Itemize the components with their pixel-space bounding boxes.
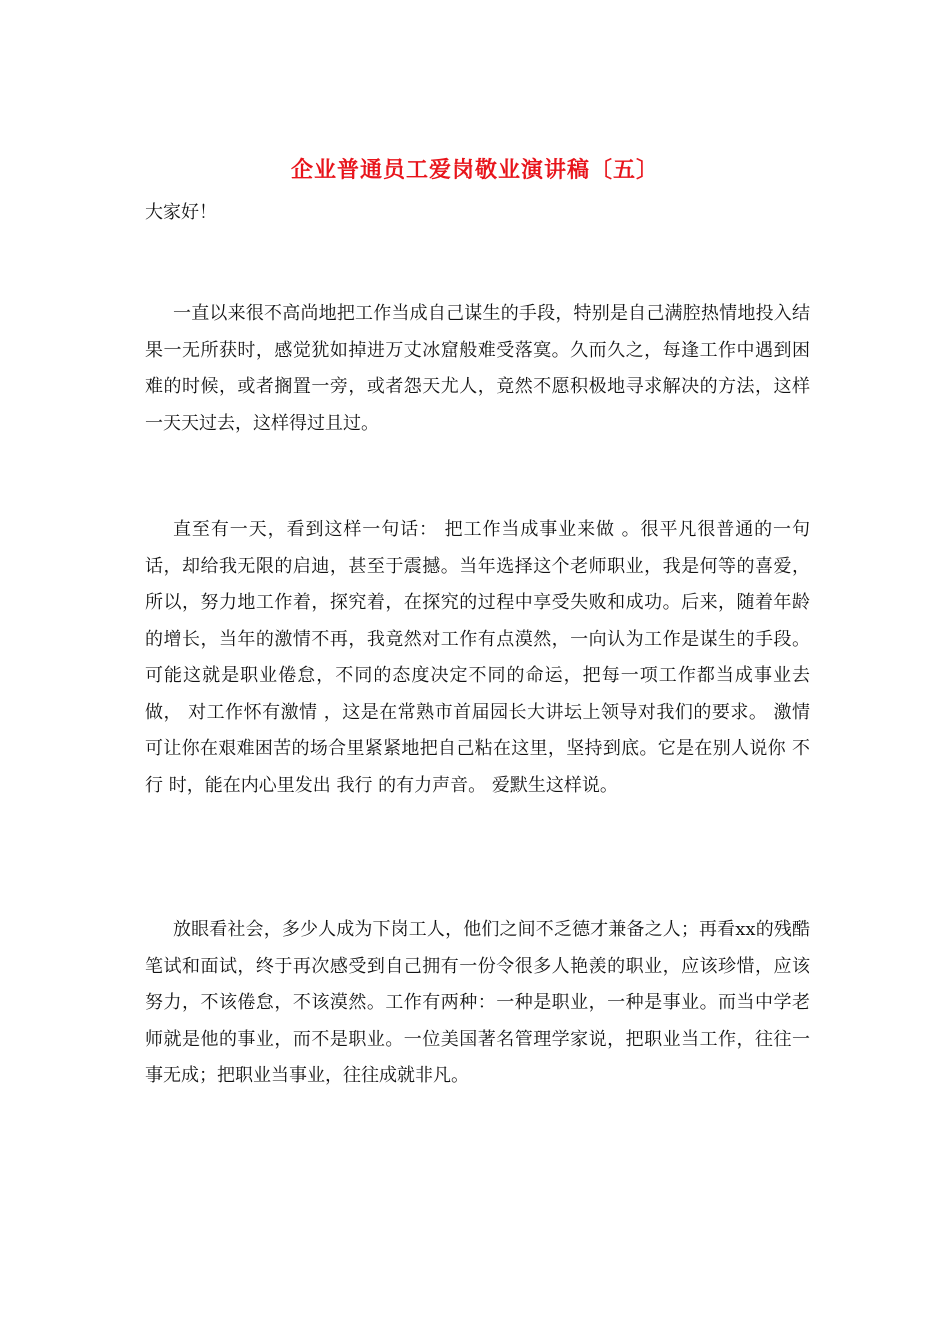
- document-title: 企业普通员工爱岗敬业演讲稿〔五〕: [290, 157, 659, 183]
- paragraph-3: 放眼看社会，多少人成为下岗工人，他们之间不乏德才兼备之人；再看xx的残酷笔试和面试，终于再次感受到自己拥有一份令很多人艳羡的职业，应该珍惜，应该努力，不该倦怠，不该漠然。工作有两种：一种是职业，一种是事业。而当中学老师就是他的事业，而不是职业。一位美国著名管理学家说，把职业当工作，往往一事无成；把职业当事业，往往成就非凡。: [145, 919, 810, 1086]
- paragraph-2: 直至有一天，看到这样一句话： 把工作当成事业来做 。很平凡很普通的一句话，却给我无限的启迪，甚至于震撼。当年选择这个老师职业，我是何等的喜爱，所以，努力地工作着，探究着，在探究的过程中享受失败和成功。后来，随着年龄的增长，当年的激情不再，我竟然对工作有点漠然，一向认为工作是谋生的手段。可能这就是职业倦怠，不同的态度决定不同的命运，把每一项工作都当成事业去做， 对工作怀有激情 ，这是在常熟市首届园长大讲坛上领导对我们的要求。 激情可让你在艰难困苦的场合里紧紧地把自己粘在这里，坚持到底。它是在别人说你 不行 时，能在内心里发出 我行 的有力声音。 爱默生这样说。: [145, 519, 810, 796]
- paragraph-1: 一直以来很不高尚地把工作当成自己谋生的手段，特别是自己满腔热情地投入结果一无所获时，感觉犹如掉进万丈冰窟般难受落寞。久而久之，每逢工作中遇到困难的时候，或者搁置一旁，或者怨天尤人，竟然不愿积极地寻求解决的方法，这样一天天过去，这样得过且过。: [145, 303, 810, 434]
- greeting-text: 大家好！: [145, 202, 217, 223]
